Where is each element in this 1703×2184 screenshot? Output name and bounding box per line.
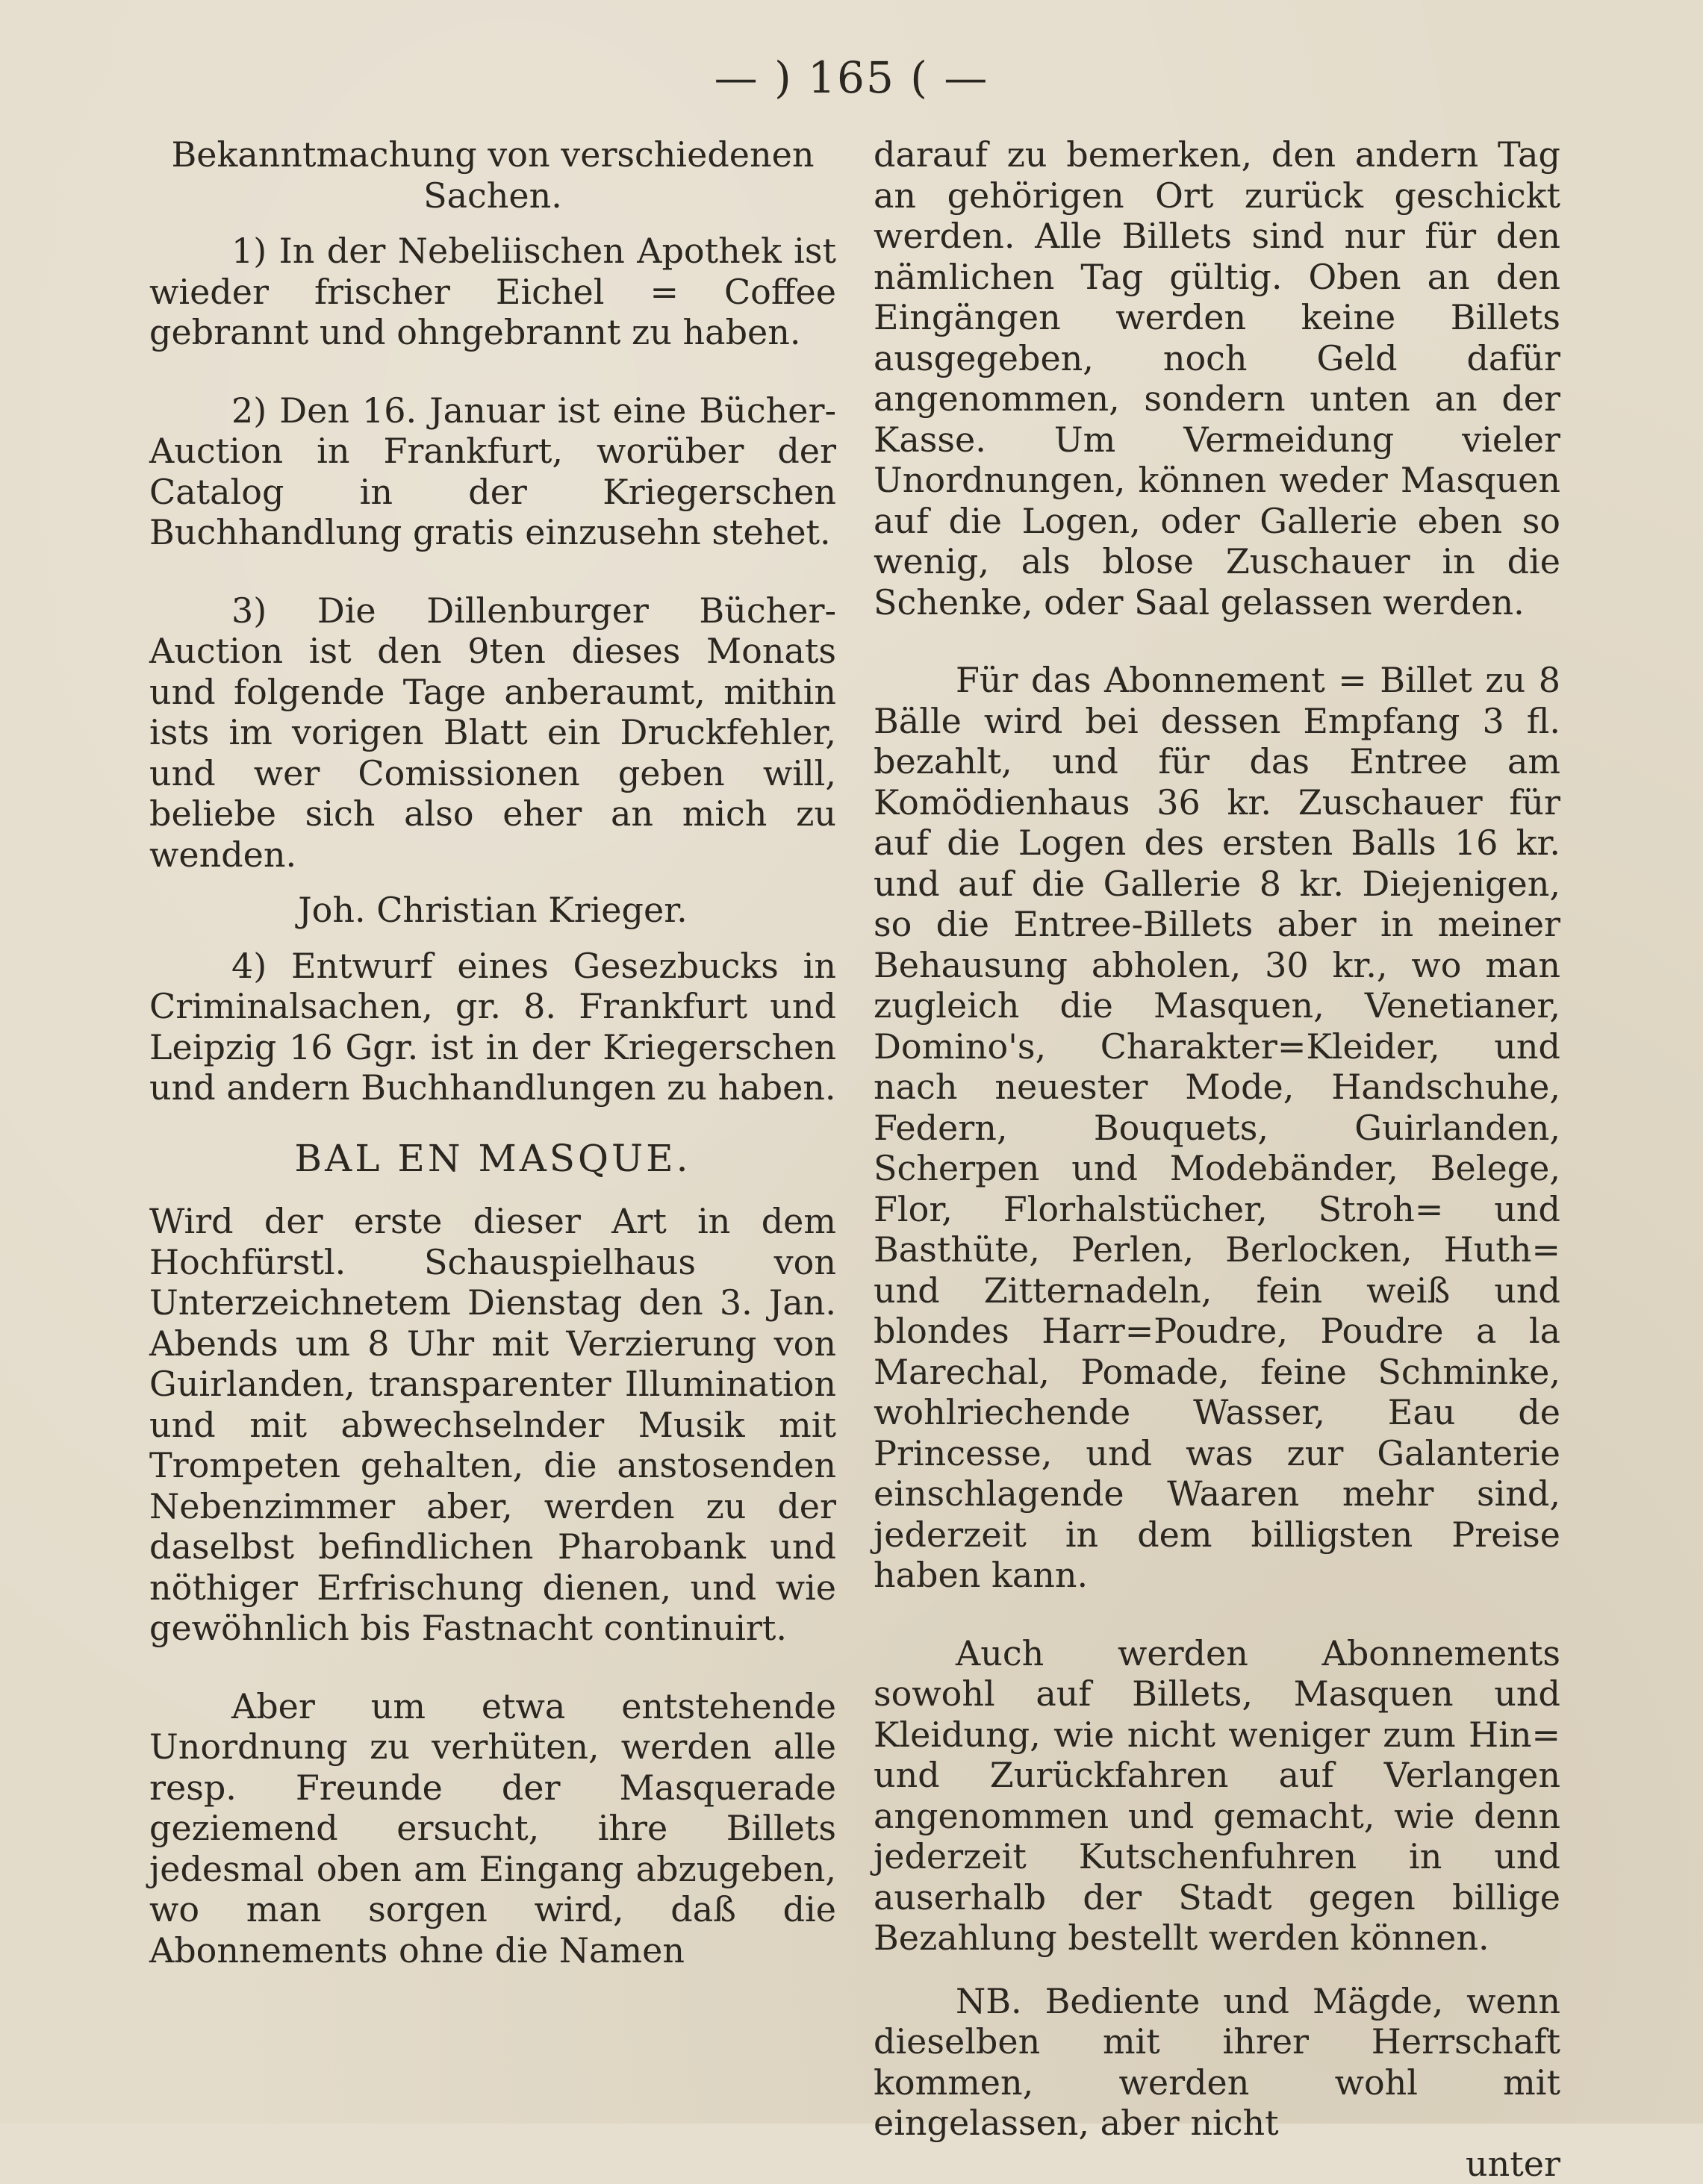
left-column xyxy=(149,134,836,1971)
announcement-item-4: 4) Entwurf eines Gesezbucks in Criminalsachen, gr. 8. Frankfurt und Leipzig 16 Ggr. ist in der Kriegerschen und andern Buchhandlungen zu haben. xyxy=(149,946,836,1108)
section-heading: BAL EN MASQUE. xyxy=(149,1138,836,1179)
ball-paragraph-3: darauf zu bemerken, den andern Tag an gehörigen Ort zurück geschickt werden. Alle Billets sind nur für den nämlichen Tag gültig. Oben an den Eingängen werden keine Billets ausgegeben, noch Geld dafür angenommen, sondern unten an der Kasse. Um Vermeidung vieler Unordnungen, können weder Masquen auf die Logen, oder Gallerie eben so wenig, als blose Zuschauer in die Schenke, oder Saal gelassen werden. xyxy=(874,134,1560,623)
nota-bene-paragraph: NB. Bediente und Mägde, wenn dieselben mit ihrer Herrschaft kommen, werden wohl mit eingelassen, aber nicht xyxy=(874,1981,1560,2144)
announcement-item-2: 2) Den 16. Januar ist eine Bücher-Auction in Frankfurt, worüber der Catalog in der Kriegerschen Buchhandlung gratis einzusehn stehet. xyxy=(149,390,836,553)
catchword: unter xyxy=(874,2144,1560,2184)
page-number: — ) 165 ( — xyxy=(0,52,1703,103)
right-column xyxy=(874,134,1560,2184)
ball-paragraph-5: Auch werden Abonnements sowohl auf Billets, Masquen und Kleidung, wie nicht weniger zum Hin= und Zurückfahren auf Verlangen angenommen und gemacht, wie denn jederzeit Kutschenfuhren in und auserhalb der Stadt gegen billige Bezahlung bestellt werden können. xyxy=(874,1633,1560,1959)
announcement-title: Bekanntmachung von verschiedenen Sachen. xyxy=(149,134,836,216)
announcement-item-1: 1) In der Nebeliischen Apothek ist wieder frischer Eichel = Coffee gebrannt und ohngebrannt zu haben. xyxy=(149,231,836,353)
ball-paragraph-2: Aber um etwa entstehende Unordnung zu verhüten, werden alle resp. Freunde der Masquerade geziemend ersucht, ihre Billets jedesmal oben am Eingang abzugeben, wo man sorgen wird, daß die Abonnements ohne die Namen xyxy=(149,1686,836,1971)
announcement-item-3: 3) Die Dillenburger Bücher-Auction ist den 9ten dieses Monats und folgende Tage anberaumt, mithin ists im vorigen Blatt ein Druckfehler, und wer Comissionen geben will, beliebe sich also eher an mich zu wenden. xyxy=(149,590,836,876)
signature: Joh. Christian Krieger. xyxy=(149,890,836,931)
ball-paragraph-1: Wird der erste dieser Art in dem Hochfürstl. Schauspielhaus von Unterzeichnetem Dienstag den 3. Jan. Abends um 8 Uhr mit Verzierung von Guirlanden, transparenter Illumination und mit abwechselnder Musik mit Trompeten gehalten, die anstosenden Nebenzimmer aber, werden zu der daselbst befindlichen Pharobank und nöthiger Erfrischung dienen, und wie gewöhnlich bis Fastnacht continuirt. xyxy=(149,1201,836,1649)
ball-paragraph-4: Für das Abonnement = Billet zu 8 Bälle wird bei dessen Empfang 3 fl. bezahlt, und für das Entree am Komödienhaus 36 kr. Zuschauer für auf die Logen des ersten Balls 16 kr. und auf die Gallerie 8 kr. Diejenigen, so die Entree-Billets aber in meiner Behausung abholen, 30 kr., wo man zugleich die Masquen, Venetianer, Domino's, Charakter=Kleider, und nach neuester Mode, Handschuhe, Federn, Bouquets, Guirlanden, Scherpen und Modebänder, Belege, Flor, Florhalstücher, Stroh= und Basthüte, Perlen, Berlocken, Huth= und Zitternadeln, fein weiß und blondes Harr=Poudre, Poudre a la Marechal, Pomade, feine Schminke, wohlriechende Wasser, Eau de Princesse, und was zur Galanterie einschlagende Waaren mehr sind, jederzeit in dem billigsten Preise haben kann. xyxy=(874,660,1560,1596)
